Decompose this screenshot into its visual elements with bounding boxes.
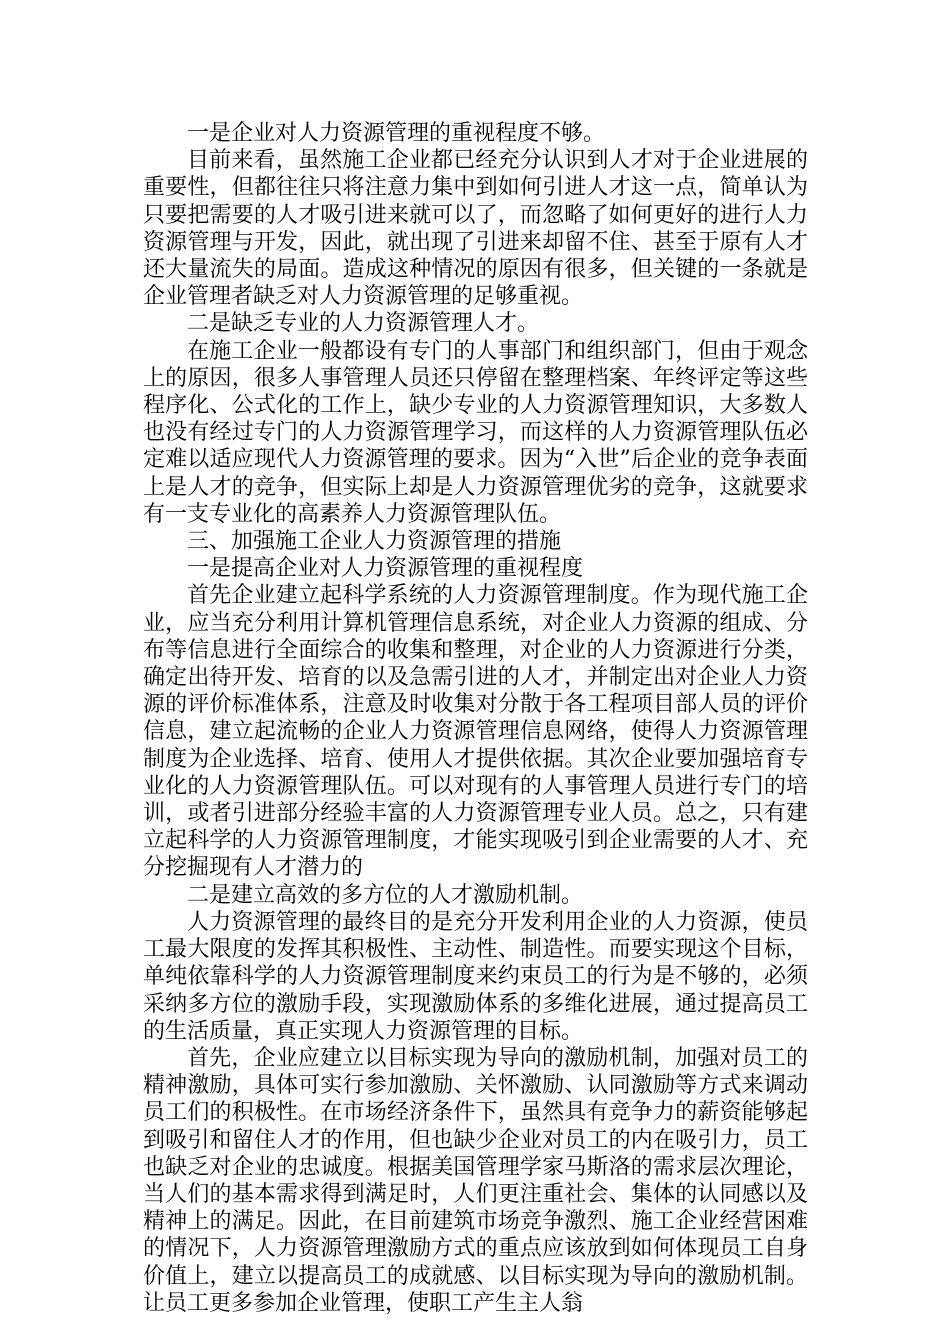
paragraph-4: 在施工企业一般都设有专门的人事部门和组织部门，但由于观念上的原因，很多人事管理人员还只停留在整理档案、年终评定等这些程序化、公式化的工作上，缺少专业的人力资源管理知识，大多数人也没有经过专门的人力资源管理学习，而这样的人力资源管理队伍必定难以适应现代人力资源管理的要求。因为“入世”后企业的竞争表面上是人才的竞争，但实际上却是人力资源管理优劣的竞争，这就要求有一支专业化的高素养人力资源管理队伍。 [143, 338, 808, 527]
paragraph-7: 首先企业建立起科学系统的人力资源管理制度。作为现代施工企业，应当充分利用计算机管理信息系统，对企业人力资源的组成、分布等信息进行全面综合的收集和整理，对企业的人力资源进行分类，确定出待开发、培育的以及急需引进的人才，并制定出对企业人力资源的评价标准体系，注意及时收集对分散于各工程项目部人员的评价信息，建立起流畅的企业人力资源管理信息网络，使得人力资源管理制度为企业选择、培育、使用人才提供依据。其次企业要加强培育专业化的人力资源管理队伍。可以对现有的人事管理人员进行专门的培训，或者引进部分经验丰富的人力资源管理专业人员。总之，只有建立起科学的人力资源管理制度，才能实现吸引到企业需要的人才、充分挖掘现有人才潜力的 [143, 583, 808, 881]
paragraph-8-heading: 二是建立高效的多方位的人才激励机制。 [187, 882, 584, 908]
paragraph-3-heading: 二是缺乏专业的人力资源管理人才。 [187, 311, 540, 337]
paragraph-2: 目前来看，虽然施工企业都已经充分认识到人才对于企业进展的重要性，但都往往只将注意力集中到如何引进人才这一点，简单认为只要把需要的人才吸引进来就可以了，而忽略了如何更好的进行人力资源管理与开发，因此，就出现了引进来却留不住、甚至于原有人才还大量流失的局面。造成这种情况的原因有很多，但关键的一条就是企业管理者缺乏对人力资源管理的足够重视。 [143, 148, 808, 310]
paragraph-9: 人力资源管理的最终目的是充分开发利用企业的人力资源，使员工最大限度的发挥其积极性、主动性、制造性。而要实现这个目标，单纯依靠科学的人力资源管理制度来约束员工的行为是不够的，必须采纳多方位的激励手段，实现激励体系的多维化进展，通过提高员工的生活质量，真正实现人力资源管理的目标。 [143, 909, 808, 1044]
section-heading: 三、加强施工企业人力资源管理的措施 [187, 529, 562, 555]
paragraph-6-heading: 一是提高企业对人力资源管理的重视程度 [187, 556, 584, 582]
paragraph-1-heading: 一是企业对人力资源管理的重视程度不够。 [187, 121, 606, 146]
document-body [143, 120, 808, 1317]
paragraph-10: 首先，企业应建立以目标实现为导向的激励机制，加强对员工的精神激励，具体可实行参加激励、关怀激励、认同激励等方式来调动员工们的积极性。在市场经济条件下，虽然具有竞争力的薪资能够起到吸引和留住人才的作用，但也缺少企业对员工的内在吸引力，员工也缺乏对企业的忠诚度。根据美国管理学家马斯洛的需求层次理论，当人们的基本需求得到满足时，人们更注重社会、集体的认同感以及精神上的满足。因此，在目前建筑市场竞争激烈、施工企业经营困难的情况下，人力资源管理激励方式的重点应该放到如何体现员工自身价值上，建立以提高员工的成就感、以目标实现为导向的激励机制。让员工更多参加企业管理，使职工产生主人翁 [143, 1045, 808, 1316]
